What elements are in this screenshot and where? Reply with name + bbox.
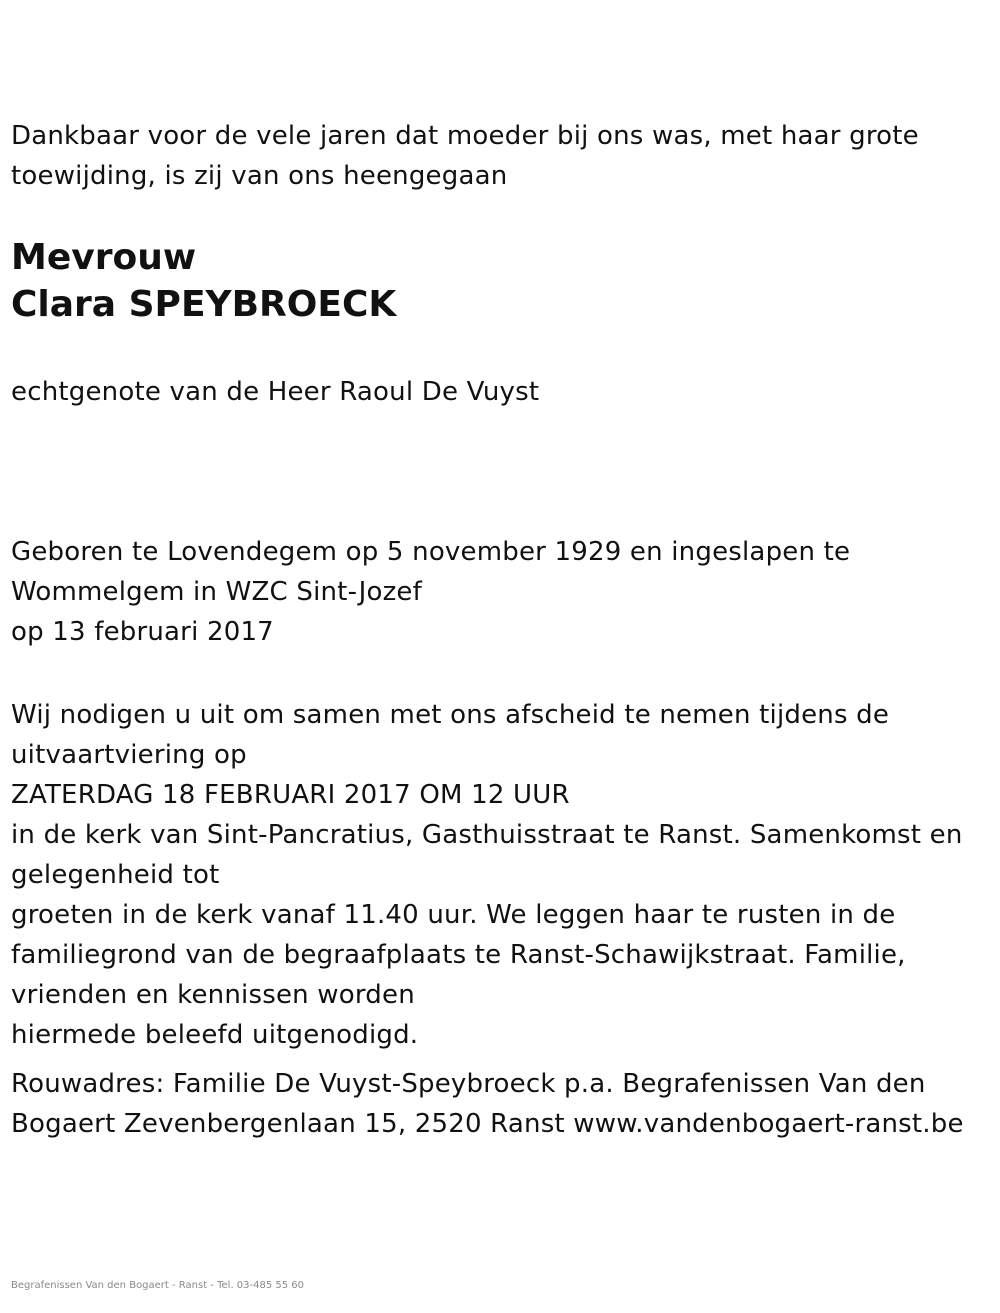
address-line: Bogaert Zevenbergenlaan 15, 2520 Ranst www.vandenbogaert-ranst.be	[11, 1109, 964, 1139]
address-line: Rouwadres: Familie De Vuyst-Speybroeck p.a. Begrafenissen Van den	[11, 1069, 926, 1099]
birth-death-line: Wommelgem in WZC Sint-Jozef	[11, 577, 422, 607]
invitation-line: groeten in de kerk vanaf 11.40 uur. We leggen haar te rusten in de	[11, 900, 896, 930]
funeral-date-line: ZATERDAG 18 FEBRUARI 2017 OM 12 UUR	[11, 780, 570, 810]
intro-line: toewijding, is zij van ons heengegaan	[11, 161, 508, 191]
funeral-invitation-paragraph	[11, 695, 963, 1055]
intro-paragraph	[11, 116, 919, 196]
footer-funeral-home: Begrafenissen Van den Bogaert - Ranst - Tel. 03-485 55 60	[11, 1280, 305, 1291]
invitation-line: vrienden en kennissen worden	[11, 980, 415, 1010]
spouse-paragraph	[11, 372, 539, 412]
birth-death-line: Geboren te Lovendegem op 5 november 1929 en ingeslapen te	[11, 537, 851, 567]
honorific-title: Mevrouw	[11, 237, 197, 278]
mourning-address-paragraph	[11, 1064, 964, 1144]
birth-death-line: op 13 februari 2017	[11, 617, 274, 647]
deceased-name-block	[11, 234, 396, 328]
invitation-line: Wij nodigen u uit om samen met ons afscheid te nemen tijdens de	[11, 700, 890, 730]
intro-line: Dankbaar voor de vele jaren dat moeder bij ons was, met haar grote	[11, 121, 919, 151]
invitation-line: familiegrond van de begraafplaats te Ranst-Schawijkstraat. Familie,	[11, 940, 906, 970]
invitation-line: gelegenheid tot	[11, 860, 220, 890]
invitation-line: in de kerk van Sint-Pancratius, Gasthuisstraat te Ranst. Samenkomst en	[11, 820, 963, 850]
invitation-line: uitvaartviering op	[11, 740, 247, 770]
invitation-line: hiermede beleefd uitgenodigd.	[11, 1020, 419, 1050]
spouse-line: echtgenote van de Heer Raoul De Vuyst	[11, 377, 540, 407]
birth-death-paragraph	[11, 532, 850, 652]
deceased-name: Clara SPEYBROECK	[11, 284, 397, 325]
